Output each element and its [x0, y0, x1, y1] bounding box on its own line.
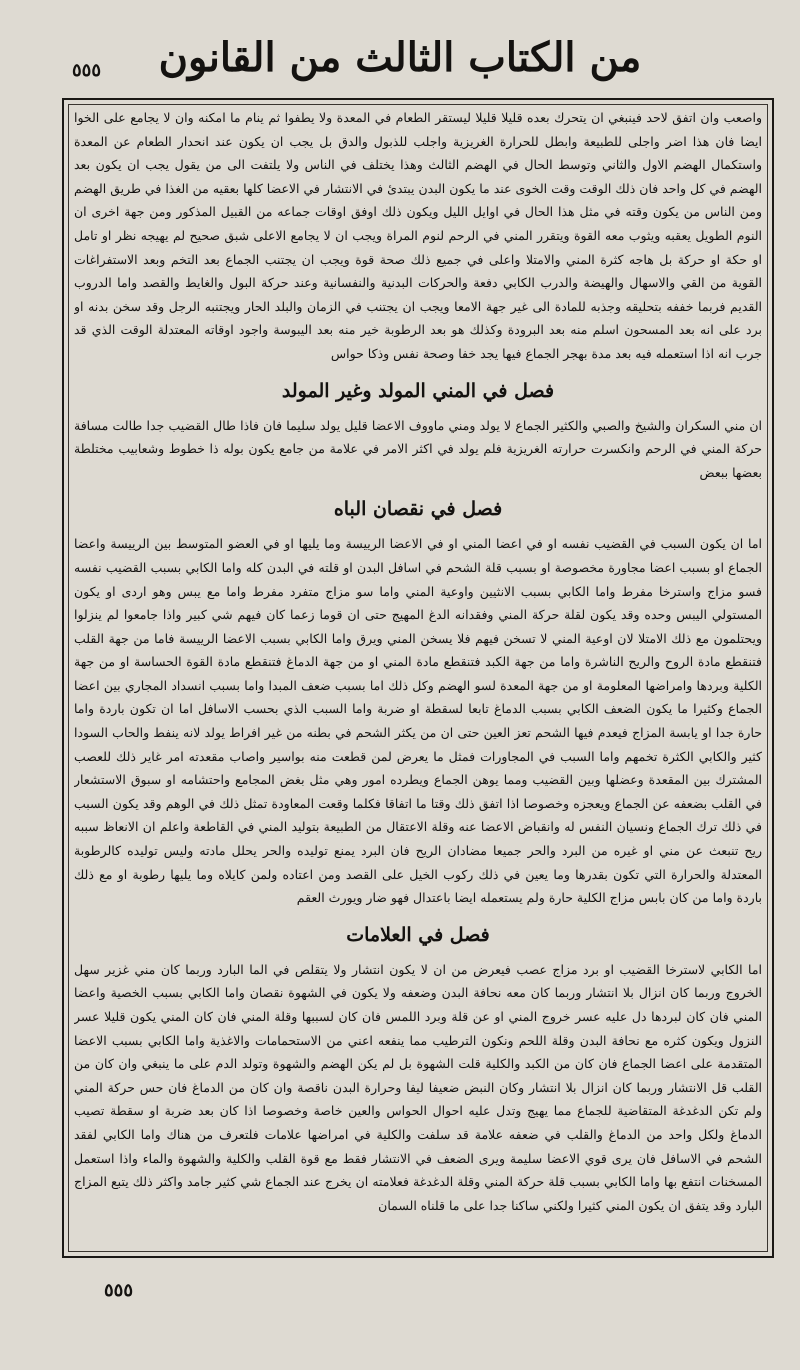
paragraph-intro: واصعب وان اتفق لاحد فينبغي ان يتحرك بعده قليلا قليلا ليستقر الطعام في المعدة ولا يطفوا ثم ينام ما امكنه وان لا يجامع على الخوا ايضا فان هذا اضر واجلى للطبيعة وابطل للحرارة الغريزية واجلب للذبول والدق بل يجب ان يكون عند انحدار الطعام عن المعدة واستكمال الهضم الاول والثاني وتوسط الحال في الهضم الثالث وهذا يختلف في الناس ولا يلتفت الى من يقول يجب ان يكون بعد الهضم في كل واحد فان ذلك الوقت وقت الخوى عند ما يكون البدن يبتدئ في الانتشار في الاعضا كلها بعقيه من الغذا في طريق الهضم ومن الناس من يكون وقته في مثل هذا الحال في اوايل الليل ويكون ذلك اوفق اوقات جماعه من القبيل المذكور ومن جهة اخرى ان النوم الطويل يعقبه ويثوب معه القوة ويتقرر المني في الرحم لنوم المراة ويجب ان لا يجامع الاعلى شبق صحيح لم يهيجه نظر او تامل او حكة او حركة بل هاجه كثرة المني والامتلا واعلى في جميع ذلك صحة قوة ويجب ان يجتنب الجماع بعد التخم وبعد الاستفراغات القوية من القي والاسهال والهيضة والدرب الكابي دفعة والحركات البدنية والنفسانية وعند حركة البول والغايط والقصد واما الدروب القديم فربما خففه بتحليقه وجذبه للمادة الى غير جهة الامعا ويجب ان يجتنب في الزمان والبلد الحار ويجتنبه الرجل وقد سخن بدنه او برد على انه بعد المسحون اسلم منه بعد البرودة وكذلك هو بعد الرطوبة خير منه بعد اليبوسة واجود اوقاته المعتدلة الوقت الذي قد جرب انه اذا استعمله فيه بعد مدة بهجر الجماع فيها يجد خفا وصحة نفس وذكا حواس	[74, 110, 762, 361]
section-heading-libido-deficiency: فصل في نقصان الباه	[333, 498, 503, 521]
page-number-top: ٥٥٥	[72, 60, 102, 81]
paragraph-semen: ان مني السكران والشيخ والصبي والكثير الجماع لا يولد ومني ماووف الاعضا قليل يولد سليما فان فاذا طال القضيب جدا طالت مسافة حركة المني في الرحم وانكسرت حرارته الغريزية فلم يولد في اكثر الامر في علامة من جامع يكون بوله ذا خطوط وشعابيب مختلطة بعضها ببعض	[74, 417, 762, 480]
paragraph-signs: اما الكابي لاسترخا القضيب او برد مزاج عصب فيعرض من ان لا يكون انتشار ولا يتقلص في الما البارد وربما كان مني غزير سهل الخروج وربما كان انزال بلا انتشار وربما كان معه نحافة البدن وضعفه ولا يكون في الشهوة نقصان واما الكابي بسبب الخصية واعضا المني فان كان لبردها دل عليه عسر خروج المني او عن قلة وبرد اللمس فان كان لسببها وقلة المني فان كان المني يكون قليلا عسر النزول ويكون كثره مع نحافة البدن وقلة اللحم ونكون الترطيب مما ينفعه اعني من الاستحمامات والاغذية واما الكابي بسبب الاعضا المتقدمة على اعضا الجماع فان كان من الكبد والكلية قلت الشهوة بل لم يكن الهضم والشهوة وتولد الدم على ما ينبغي وان كان من القلب قل الانتشار وربما كان انزال بلا انتشار وكان النبض ضعيفا ليفا وحرارة البدن ناقصة وان كان من الدماغ فان حس حركة المني ولم تكن الدغدغة المتقاضية للجماع مما يهيج وتدل عليه احوال الحواس والعين خاصة وخصوصا اذا كان بعد ضربة او سقطة تصيب الدماغ ولكل واحد من الدماغ والقلب في ضعفه علامة قد سلفت والكلية في امراضها علامات فلتعرف من هناك واما الكابي لفقد الشحم في الاسافل فان يرى قوي الاعضا سليمة ويرى الضعف في الانتشار فقط مع قوة القلب والكلية والشهوة والماء واذا استعمل المسخنات انتفع بها واما الكابي بسبب قلة حركة المني وقلة الدغدغة فعلامته ان يخرج عند الجماع شي كثير جامد واكثر ذلك يتبع المزاج البارد وقد يتفق ان يكون المني كثيرا ولكني ساكنا جدا على ما قلناه السمان	[74, 961, 762, 1213]
text-frame	[62, 98, 774, 1258]
section-heading-signs: فصل في العلامات	[346, 923, 490, 946]
paragraph-libido-deficiency: اما ان يكون السبب في القضيب نفسه او في اعضا المني او في الاعضا الرييسة وما يليها او في العضو المتوسط بين الرييسة واعضا الجماع او بسبب اعضا مجاورة مخصوصة او بسبب قلة الشحم في اسافل البدن او قلته في البدن كله واما الكابي بسبب القضيب نفسه فسو مزاج واسترخا مفرط واما الكابي بسبب الانثيين واوعية المني واما سو مزاج متفرد مفرط واما مع يبس وهو اردى او يكون المستولي اليبس وحده وقد يكون لقلة حركة المني وفقدانه الدغ المهيج حتى ان قوما زعما كان فيهم شي كبير واذا جامعوا لم ينزلوا ويحتلمون مع ذلك الامتلا لان اوعية المني لا تسخن فيهم فلا يسخن المني ويرق واما الكابي بسبب الاعضا الرييسة فاما من جهة القلب فتنقطع مادة الروح والريح الناشرة واما من جهة الكبد فتنقطع مادة المني او من جهة الدماغ فتنقطع مادة القوة الحساسة او من جهة الكلية وبردها وامراضها المعلومة او من جهة المعدة لسو الهضم وكل ذلك اما بسبب ضعف المبدا واما بسبب انسداد المجاري بين اعضا الجماع وكثيرا ما يكون الضعف الكابي بسبب الدماغ تابعا لسقطة او ضربة واما السبب الذي بحسب الاسافل اما ان تكون باردة واما حارة جدا او يابسة المزاج فيعدم فيها الشحم تعز العين حتى ان من يكثر الشحم في بطنه من غير افراط يولد لانه ينفط والحاب السودا كثير والكابي الكثرة تخمهم واما السبب في المجاورات فمثل ما يعرض لمن قطعت منه بواسير واصاب مقعدته امر غاير ذلك للعصب المشترك بين المقعدة وعضلها وبين القضيب ومما يوهن الجماع ويطرده امور وهي مثل بغض المجامع واحتشامه او سبوق الاستشعار في القلب بضعفه عن الجماع ويعجزه وخصوصا اذا اتفق ذلك وقتا ما اتفاقا فكلما وقعت المعاودة تمثل ذلك في الوهم وقد يكون السبب في ذلك ترك الجماع ونسيان النفس له وانقباض الاعضا عنه وقلة الاعتقال من الطبيعة بتوليد المني في القاطعة واعلم ان الانعاظ سببه ريح تنبعث عن مني او غيره من البرد والحر جميعا مضادان الريح فان البرد يمنع توليده والحر يحلل مادته وليس توليده كالرطوبة المعتدلة والحرارة التي تكون بقدرها وما يعين في ذلك ركوب الخيل على القصد ومن اعتاده ولمن كايلاه وما يليها رطوبة او مع ذلك باردة واما من كان بابس مزاج الكلية حارة ولم يستعمله ايضا باعتدال فهو ضار ويورث العقم	[74, 536, 762, 906]
text-body	[74, 106, 762, 1250]
page-title: من الكتاب الثالث من القانون	[158, 34, 642, 81]
section-heading-semen: فصل في المني المولد وغير المولد	[281, 379, 555, 402]
page-number-bottom: ٥٥٥	[104, 1280, 134, 1301]
